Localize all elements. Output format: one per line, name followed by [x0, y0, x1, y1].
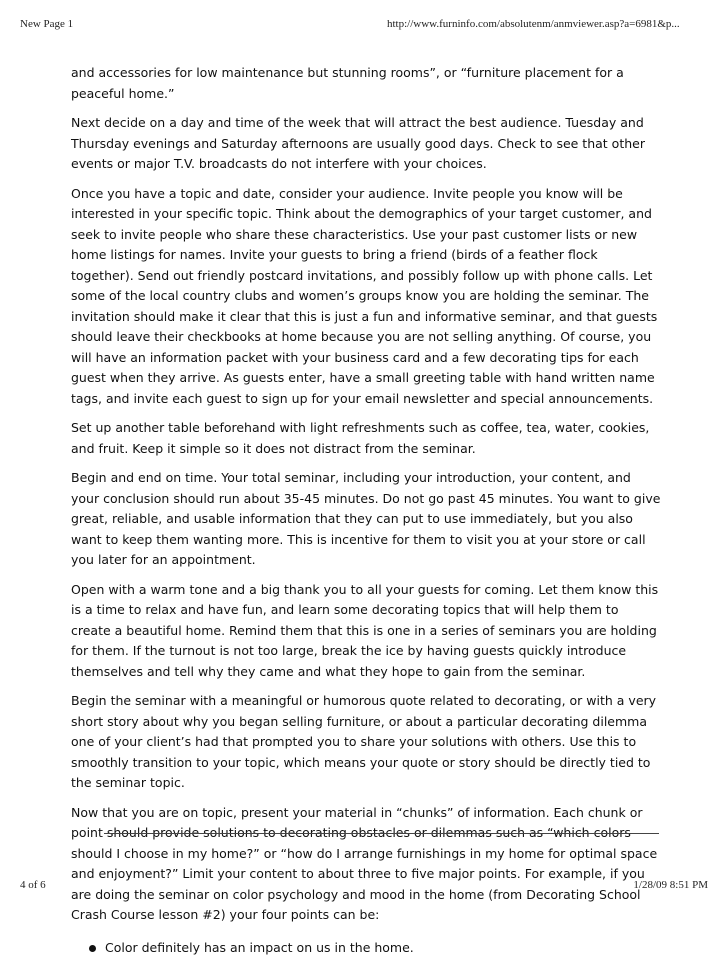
paragraph: Begin the seminar with a meaningful or humorous quote related to decorating, or with a very short story about why you began selling furniture, or about a particular decorating dilemma one of your client’s had that prompted you to share your solutions with others. Use this to smoothly transition to your topic, which means your quote or story should be directly tied to the seminar topic.: [71, 691, 661, 794]
page-count: 4 of 6: [20, 879, 46, 891]
paragraph: Now that you are on topic, present your material in “chunks” of information. Each chunk or point should provide solutions to decorating obstacles or dilemmas such as “which colors should I choose in my home?” or “how do I arrange furnishings in my home for optimal space and enjoyment?” Limit your content to about three to five major points. For example, if you are doing the seminar on color psychology and mood in the home (from Decorating School Crash Course lesson #2) your four points can be:: [71, 803, 661, 926]
paragraph: Open with a warm tone and a big thank you to all your guests for coming. Let them know this is a time to relax and have fun, and learn some decorating topics that will help them to create a beautiful home. Remind them that this is one in a series of seminars you are holding for them. If the turnout is not too large, break the ice by having guests quickly introduce themselves and tell why they came and what they hope to gain from the seminar.: [71, 580, 661, 683]
page-title: New Page 1: [20, 18, 73, 30]
paragraph: Once you have a topic and date, consider your audience. Invite people you know will be interested in your specific topic. Think about the demographics of your target customer, and seek to invite people who share these characteristics. Use your past customer lists or new home listings for names. Invite your guests to bring a friend (birds of a feather flock together). Send out friendly postcard invitations, and possibly follow up with phone calls. Let some of the local country clubs and women’s groups know you are holding the seminar. The invitation should make it clear that this is just a fun and informative seminar, and that guests should leave their checkbooks at home because you are not selling anything. Of course, you will have an information packet with your business card and a few decorating tips for each guest when they arrive. As guests enter, have a small greeting table with hand written name tags, and invite each guest to sign up for your email newsletter and special announcements.: [71, 184, 661, 410]
print-header: [20, 18, 708, 34]
paragraph: and accessories for low maintenance but stunning rooms”, or “furniture placement for a peaceful home.”: [71, 63, 661, 104]
print-timestamp: 1/28/09 8:51 PM: [633, 879, 708, 891]
page-url: http://www.furninfo.com/absolutenm/anmviewer.asp?a=6981&p...: [387, 18, 680, 30]
paragraph: Set up another table beforehand with light refreshments such as coffee, tea, water, cookies, and fruit. Keep it simple so it does not distract from the seminar.: [71, 418, 661, 459]
article-body: [71, 63, 661, 958]
paragraph: Next decide on a day and time of the week that will attract the best audience. Tuesday and Thursday evenings and Saturday afternoons are usually good days. Check to see that other events or major T.V. broadcasts do not interfere with your choices.: [71, 113, 661, 175]
divider: [104, 833, 659, 834]
bullet-list: [71, 938, 661, 958]
paragraph: Begin and end on time. Your total seminar, including your introduction, your content, and your conclusion should run about 35-45 minutes. Do not go past 45 minutes. You want to give great, reliable, and usable information that they can put to use immediately, but you also want to keep them wanting more. This is incentive for them to visit you at your store or call you later for an appointment.: [71, 468, 661, 571]
list-item: [86, 938, 661, 958]
print-footer: [20, 879, 708, 895]
bullet-icon: [89, 945, 96, 952]
list-item-text: Color definitely has an impact on us in the home.: [105, 940, 414, 955]
